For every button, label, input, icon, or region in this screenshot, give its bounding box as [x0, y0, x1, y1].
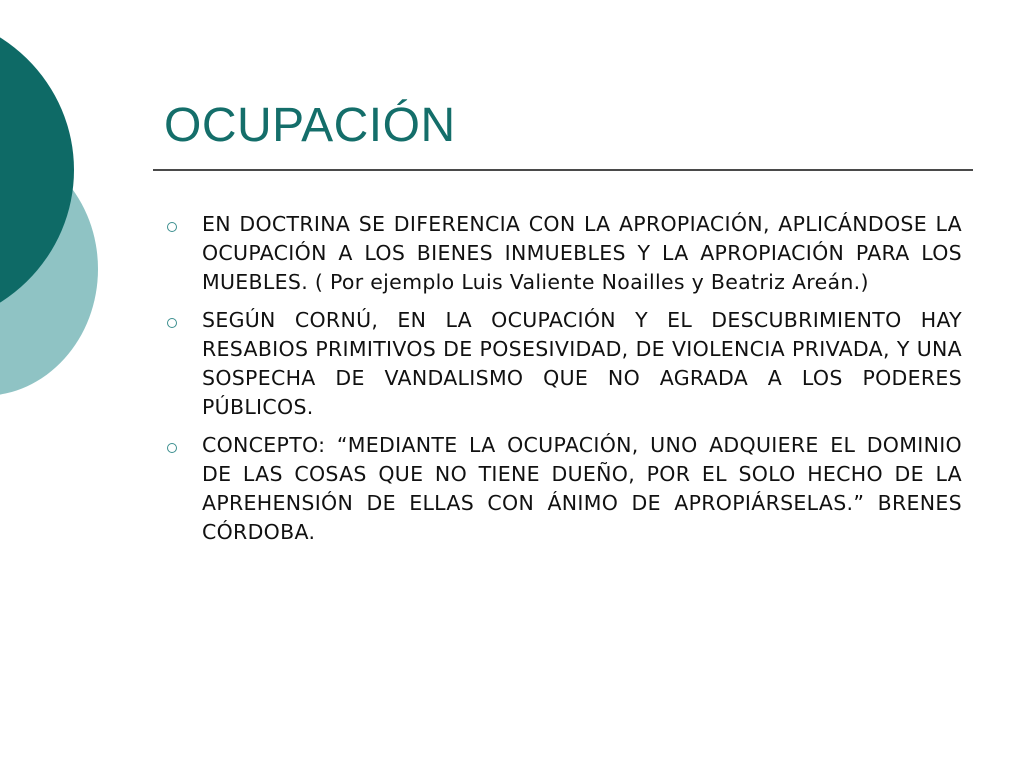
slide-title: OCUPACIÓN [164, 99, 456, 152]
bullet-text: CONCEPTO: “MEDIANTE LA OCUPACIÓN, UNO ADQUIERE EL DOMINIO DE LAS COSAS QUE NO TIENE DUEÑO, POR EL SOLO HECHO DE LA APREHENSIÓN DE ELLAS CON ÁNIMO DE APROPIÁRSELAS.” BRENES CÓRDOBA. [202, 433, 962, 544]
bullet-list [164, 210, 962, 556]
title-divider [153, 169, 973, 171]
bullet-item [164, 431, 962, 547]
bullet-text: SEGÚN CORNÚ, EN LA OCUPACIÓN Y EL DESCUBRIMIENTO HAY RESABIOS PRIMITIVOS DE POSESIVIDAD, DE VIOLENCIA PRIVADA, Y UNA SOSPECHA DE VANDALISMO QUE NO AGRADA A LOS PODERES PÚBLICOS. [202, 308, 962, 419]
bullet-item [164, 306, 962, 422]
bullet-item [164, 210, 962, 297]
bullet-text: EN DOCTRINA SE DIFERENCIA CON LA APROPIACIÓN, APLICÁNDOSE LA OCUPACIÓN A LOS BIENES INMUEBLES Y LA APROPIACIÓN PARA LOS MUEBLES. ( Por ejemplo Luis Valiente Noailles y Beatriz Areán.) [202, 212, 962, 294]
bullet-icon [167, 318, 177, 328]
bullet-icon [167, 222, 177, 232]
bullet-icon [167, 443, 177, 453]
